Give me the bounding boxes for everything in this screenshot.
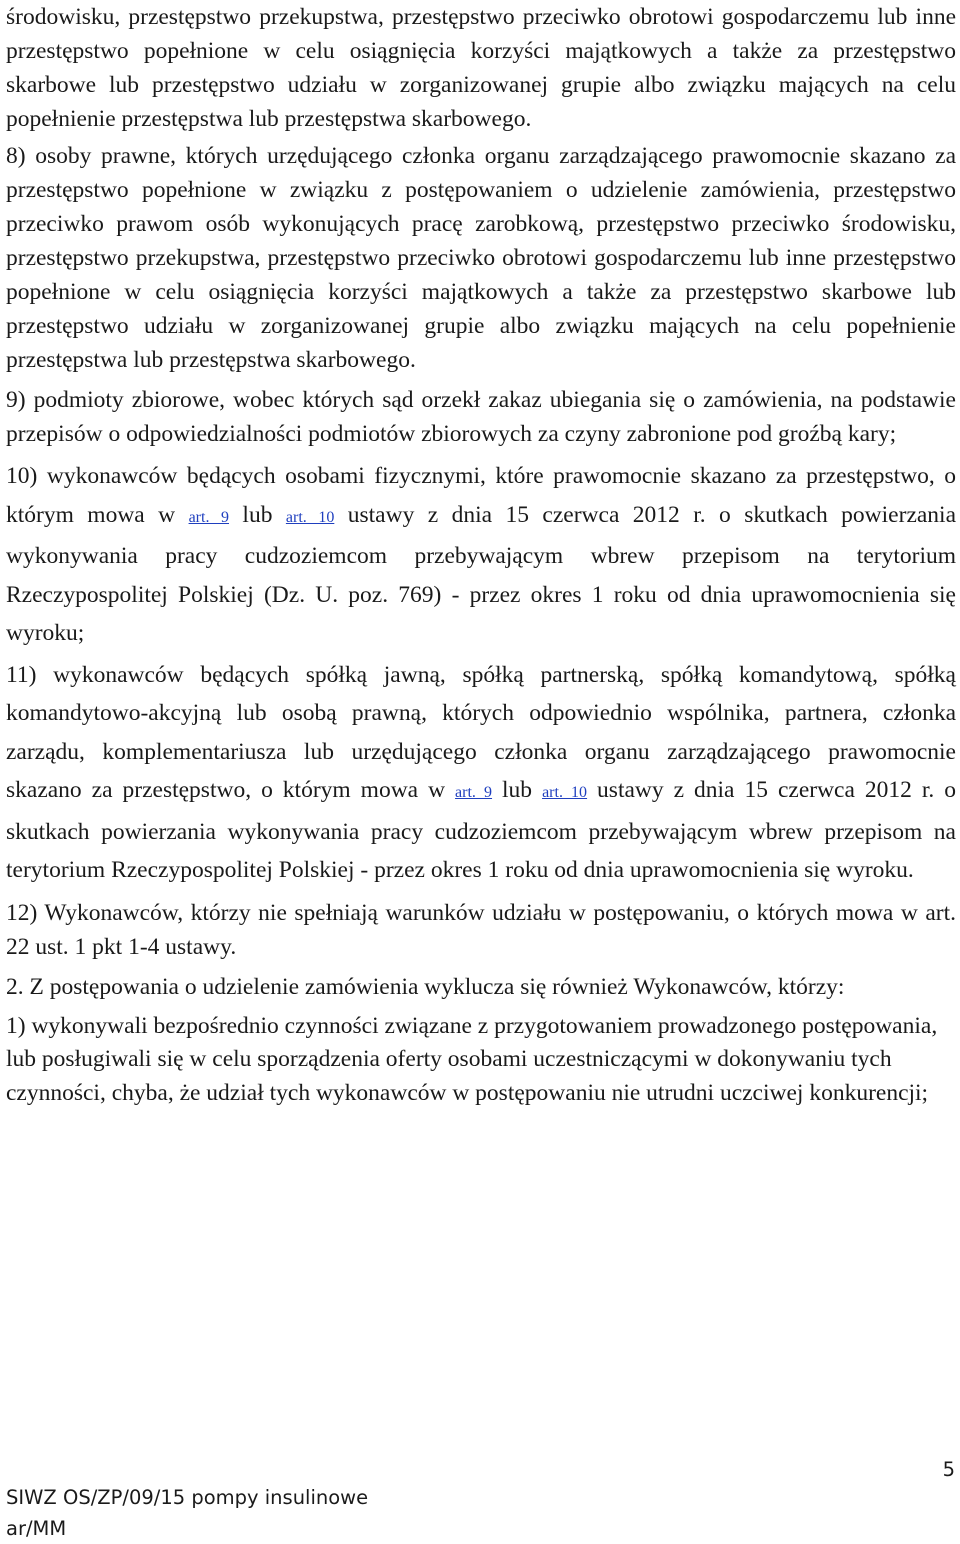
link-art-9-second[interactable]: art. 9 xyxy=(455,784,493,801)
paragraph-item-11-text-b: lub xyxy=(492,777,543,803)
section-2-heading: 2. Z postępowania o udzielenie zamówienia wyklucza się również Wykonawców, którzy: xyxy=(6,973,845,1000)
paragraph-item-10-text-a: 10) wykonawców będących osobami fizycznymi, które prawomocnie skazano za przestępstwo, o którym mowa w xyxy=(6,463,956,528)
paragraph-item-11-text-c: ustawy z dnia 15 czerwca 2012 r. o skutkach powierzania wykonywania pracy cudzoziemcom przebywającym wbrew przepisom na terytorium Rzeczypospolitej Polskiej - przez okres 1 roku od dnia uprawomocnienia się wyroku. xyxy=(6,777,957,883)
page-number: 5 xyxy=(942,1458,955,1481)
paragraph-item-10-text-c: ustawy z dnia 15 czerwca 2012 r. o skutkach powierzania wykonywania pracy cudzoziemcom przebywającym wbrew przepisom na terytorium Rzeczypospolitej Polskiej (Dz. U. poz. 769) - przez okres 1 roku od dnia uprawomocnienia się wyroku; xyxy=(6,501,957,646)
section-2-item-1: 1) wykonywali bezpośrednio czynności związane z przygotowaniem prowadzonego postępowania, lub posługiwali się w celu sporządzenia oferty osobami uczestniczącymi w dokonywaniu tych czynności, chyba, że udział tych wykonawców w postępowaniu nie utrudni uczciwej konkurencji; xyxy=(6,1012,938,1106)
link-art-10[interactable]: art. 10 xyxy=(285,508,335,526)
paragraph-item-8: 8) osoby prawne, których urzędującego członka organu zarządzającego prawomocnie skazano za przestępstwo popełnione w związku z postępowaniem o udzielenie zamówienia, przestępstwo przeciwko prawom osób wykonujących pracę zarobkową, przestępstwo przeciwko środowisku, przestępstwo przekupstwa, przestępstwo przeciwko obrotowi gospodarczemu lub inne przestępstwo popełnione w celu osiągnięcia korzyści majątkowych a także za przestępstwo skarbowe lub przestępstwo udziału w zorganizowanej grupie albo związku mających na celu popełnienie przestępstwa lub przestępstwa skarbowego. xyxy=(6,143,956,373)
link-art-9[interactable]: art. 9 xyxy=(188,508,229,526)
paragraph-item-10-text-b: lub xyxy=(229,501,286,528)
paragraph-item-9: 9) podmioty zbiorowe, wobec których sąd orzekł zakaz ubiegania się o zamówienia, na podstawie przepisów o odpowiedzialności podmiotów zbiorowych za czyny zabronione pod groźbą kary; xyxy=(6,387,956,447)
footer-initials: ar/MM xyxy=(6,1517,67,1540)
paragraph-item-12: 12) Wykonawców, którzy nie spełniają warunków udziału w postępowaniu, o których mowa w art. 22 ust. 1 pkt 1-4 ustawy. xyxy=(6,899,956,960)
footer-document-id: SIWZ OS/ZP/09/15 pompy insulinowe xyxy=(6,1486,369,1509)
paragraph-intro: środowisku, przestępstwo przekupstwa, przestępstwo przeciwko obrotowi gospodarczemu lub inne przestępstwo popełnione w celu osiągnięcia korzyści majątkowych a także za przestępstwo skarbowe lub przestępstwo udziału w zorganizowanej grupie albo związku mających na celu popełnienie przestępstwa lub przestępstwa skarbowego. xyxy=(6,4,956,132)
document-page xyxy=(6,0,956,1110)
paragraph-item-11 xyxy=(6,656,956,890)
paragraph-item-11-text-a: 11) wykonawców będących spółką jawną, spółką partnerską, spółką komandytową, spółką komandytowo-akcyjną lub osobą prawną, których odpowiednio wspólnika, partnera, członka zarządu, komplementariusza lub urzędującego członka organu zarządzającego prawomocnie skazano za przestępstwo, o którym mowa w xyxy=(6,661,956,803)
link-art-10-second[interactable]: art. 10 xyxy=(542,784,588,801)
paragraph-item-10 xyxy=(6,457,956,653)
page-footer xyxy=(6,1482,956,1544)
